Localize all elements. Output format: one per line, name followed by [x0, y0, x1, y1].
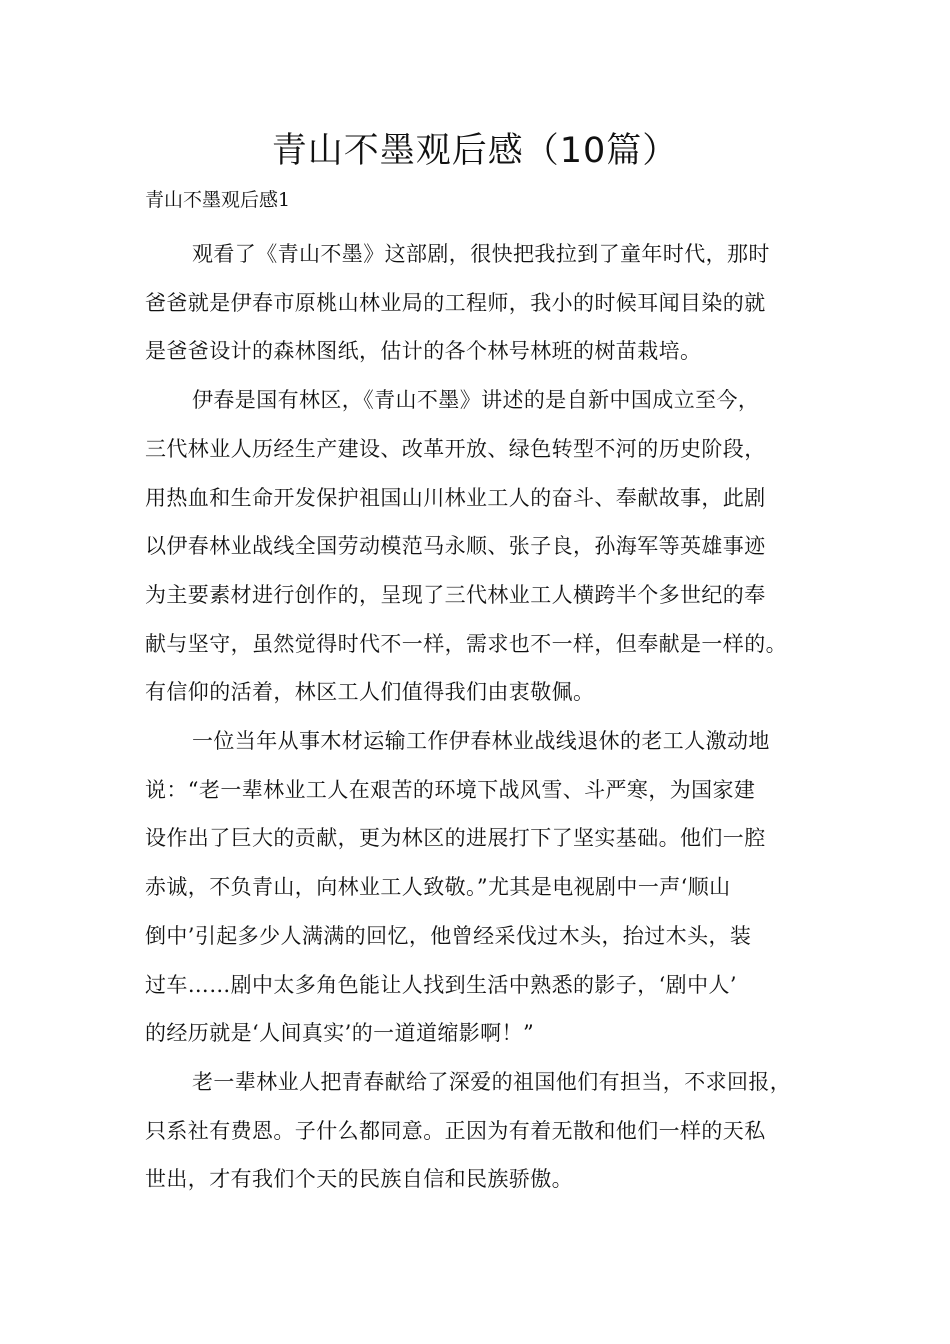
document-body — [145, 230, 835, 1204]
text-line: 的经历就是‘人间真实’的一道道缩影啊！” — [145, 1021, 535, 1046]
text-line: 只系社有费恩。子什么都同意。正因为有着无散和他们一样的天私 — [145, 1118, 766, 1143]
text-line: 伊春是国有林区，《青山不墨》讲述的是自新中国成立至今， — [192, 388, 760, 413]
section-heading: 青山不墨观后感1 — [145, 189, 291, 211]
text-line: 用热血和生命开发保护祖国山川林业工人的奋斗、奉献故事，此剧 — [145, 485, 766, 510]
text-line: 献与坚守，虽然觉得时代不一样，需求也不一样，但奉献是一样的。 — [145, 631, 787, 656]
text-line: 设作出了巨大的贡献，更为林区的进展打下了坚实基础。他们一腔 — [145, 826, 766, 851]
text-line: 世出，才有我们个天的民族自信和民族骄傲。 — [145, 1167, 573, 1192]
text-line: 爸爸就是伊春市原桃山林业局的工程师，我小的时候耳闻目染的就 — [145, 290, 766, 315]
text-line: 过车……剧中太多角色能让人找到生活中熟悉的影子，‘剧中人’ — [145, 972, 737, 997]
text-line: 倒中’引起多少人满满的回忆，他曾经采伐过木头，抬过木头，装 — [145, 923, 752, 948]
paragraph-4 — [145, 1058, 835, 1204]
document-title: 青山不墨观后感（10篇） — [271, 131, 679, 171]
text-line: 说：“老一辈林业工人在艰苦的环境下战风雪、斗严寒，为国家建 — [145, 777, 756, 802]
text-line: 一位当年从事木材运输工作伊春林业战线退休的老工人激动地 — [192, 729, 770, 754]
text-line: 以伊春林业战线全国劳动模范马永顺、张子良，孙海军等英雄事迹 — [145, 534, 766, 559]
text-line: 三代林业人历经生产建设、改革开放、绿色转型不河的历史阶段， — [145, 436, 766, 461]
text-line: 观看了《青山不墨》这部剧，很快把我拉到了童年时代，那时 — [192, 242, 770, 266]
text-line: 有信仰的活着，林区工人们值得我们由衷敬佩。 — [145, 680, 595, 705]
text-line: 赤诚，不负青山，向林业工人致敬。”尤其是电视剧中一声‘顺山 — [145, 875, 731, 900]
text-line: 是爸爸设计的森林图纸，估计的各个林号林班的树苗栽培。 — [145, 339, 702, 364]
text-line: 老一辈林业人把青春献给了深爱的祖国他们有担当，不求回报， — [192, 1069, 792, 1094]
paragraph-2 — [145, 376, 835, 717]
paragraph-1 — [145, 230, 835, 376]
paragraph-3 — [145, 717, 835, 1058]
text-line: 为主要素材进行创作的，呈现了三代林业工人横跨半个多世纪的奉 — [145, 582, 766, 607]
